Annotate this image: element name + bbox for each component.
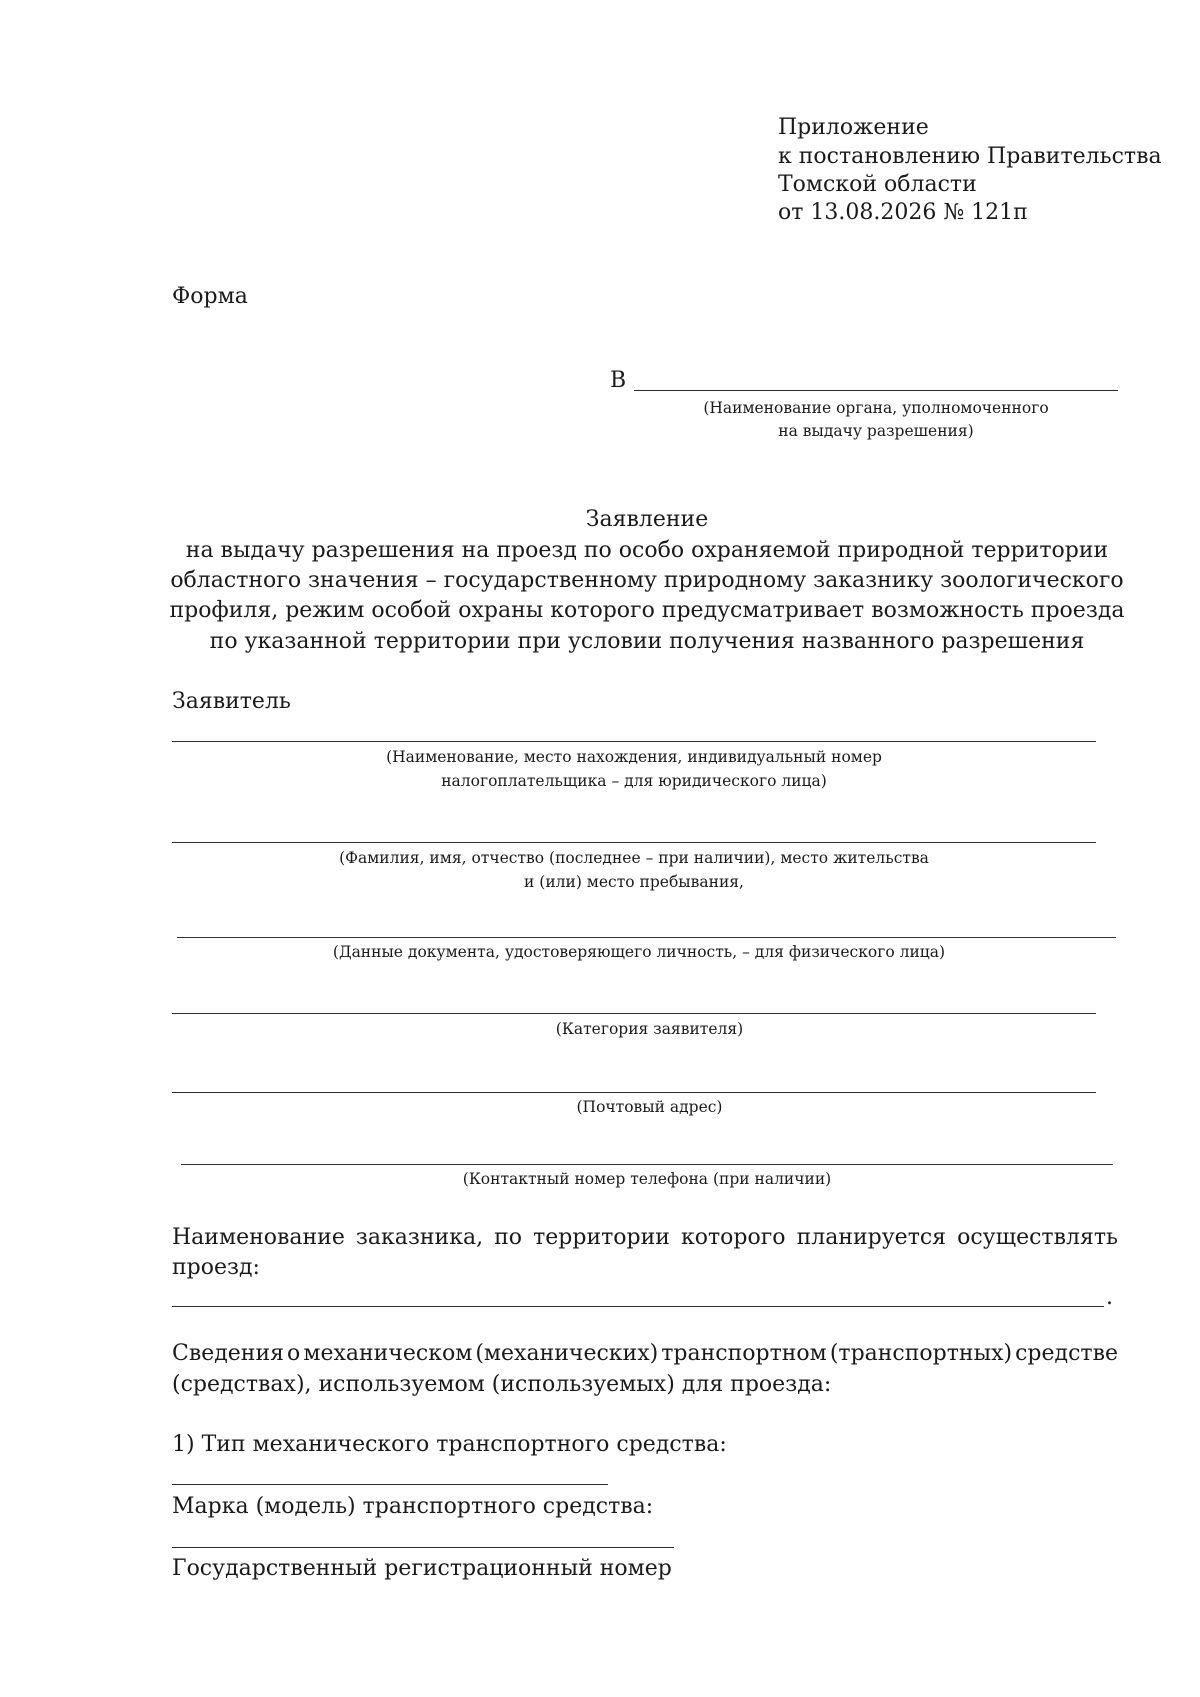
reserve-question-line-2: проезд: (172, 1255, 260, 1280)
appendix-resolution: к постановлению Правительства (778, 144, 1162, 169)
reserve-word: осуществлять (957, 1225, 1118, 1250)
vehicles-word: средстве (1015, 1341, 1118, 1366)
vehicles-word: механическом (303, 1341, 473, 1366)
recipient-prefix: В (610, 368, 627, 393)
reserve-word: планируется (796, 1225, 947, 1250)
reserve-word: заказника, (355, 1225, 484, 1250)
appendix-title: Приложение (778, 115, 929, 140)
applicant-category-field-line[interactable] (172, 1013, 1096, 1014)
applicant-legal-caption-1: (Наименование, место нахождения, индивидуальный номер (386, 748, 882, 766)
applicant-person-caption-2: и (или) место пребывания, (524, 873, 744, 891)
vehicles-word: (механических) (475, 1341, 659, 1366)
form-label: Форма (172, 284, 248, 309)
vehicle-type-label: 1) Тип механического транспортного средства: (172, 1432, 727, 1457)
vehicle-brand-field-line[interactable] (172, 1547, 674, 1548)
vehicle-reg-number-label: Государственный регистрационный номер (172, 1556, 672, 1581)
appendix-region: Томской области (778, 172, 977, 197)
title-line-4: по указанной территории при условии получения названного разрешения (209, 629, 1085, 654)
applicant-postal-field-line[interactable] (172, 1092, 1096, 1093)
applicant-phone-field-line[interactable] (181, 1164, 1113, 1165)
vehicles-word: (транспортных) (829, 1341, 1013, 1366)
title-line-2: областного значения – государственному природному заказнику зоологического (170, 568, 1124, 593)
applicant-legal-field-line[interactable] (172, 741, 1096, 742)
appendix-date-number: от 13.08.2026 № 121п (778, 200, 1028, 225)
applicant-person-caption-1: (Фамилия, имя, отчество (последнее – при наличии), место жительства (339, 849, 929, 867)
recipient-caption-2: на выдачу разрешения) (778, 422, 974, 440)
reserve-name-field-line[interactable] (172, 1306, 1104, 1307)
applicant-person-field-line[interactable] (172, 842, 1096, 843)
recipient-caption-1: (Наименование органа, уполномоченного (703, 399, 1049, 417)
applicant-legal-caption-2: налогоплательщика – для юридического лица) (441, 772, 827, 790)
vehicles-word: о (287, 1341, 301, 1366)
reserve-word: которого (681, 1225, 786, 1250)
vehicle-type-field-line[interactable] (172, 1484, 608, 1485)
recipient-field-line[interactable] (634, 390, 1118, 391)
vehicle-brand-label: Марка (модель) транспортного средства: (172, 1494, 654, 1519)
vehicles-word: Сведения (172, 1341, 285, 1366)
reserve-end-mark: . (1106, 1285, 1113, 1310)
title-line-3: профиля, режим особой охраны которого предусматривает возможность проезда (169, 598, 1125, 623)
vehicles-intro-line-1 (172, 1339, 1118, 1368)
applicant-phone-caption: (Контактный номер телефона (при наличии) (462, 1170, 832, 1188)
reserve-word: по (494, 1225, 523, 1250)
applicant-document-caption: (Данные документа, удостоверяющего личность, – для физического лица) (332, 943, 946, 961)
reserve-word: территории (533, 1225, 670, 1250)
applicant-document-field-line[interactable] (177, 937, 1116, 938)
reserve-word: Наименование (172, 1225, 345, 1250)
applicant-postal-caption: (Почтовый адрес) (576, 1098, 723, 1116)
vehicles-intro-line-2: (средствах), используемом (используемых) для проезда: (172, 1372, 832, 1397)
title-heading: Заявление (585, 507, 709, 532)
vehicles-word: транспортном (661, 1341, 827, 1366)
reserve-question-line-1 (172, 1223, 1118, 1252)
applicant-category-caption: (Категория заявителя) (555, 1020, 744, 1038)
title-line-1: на выдачу разрешения на проезд по особо охраняемой природной территории (185, 538, 1109, 563)
applicant-label: Заявитель (172, 689, 291, 714)
